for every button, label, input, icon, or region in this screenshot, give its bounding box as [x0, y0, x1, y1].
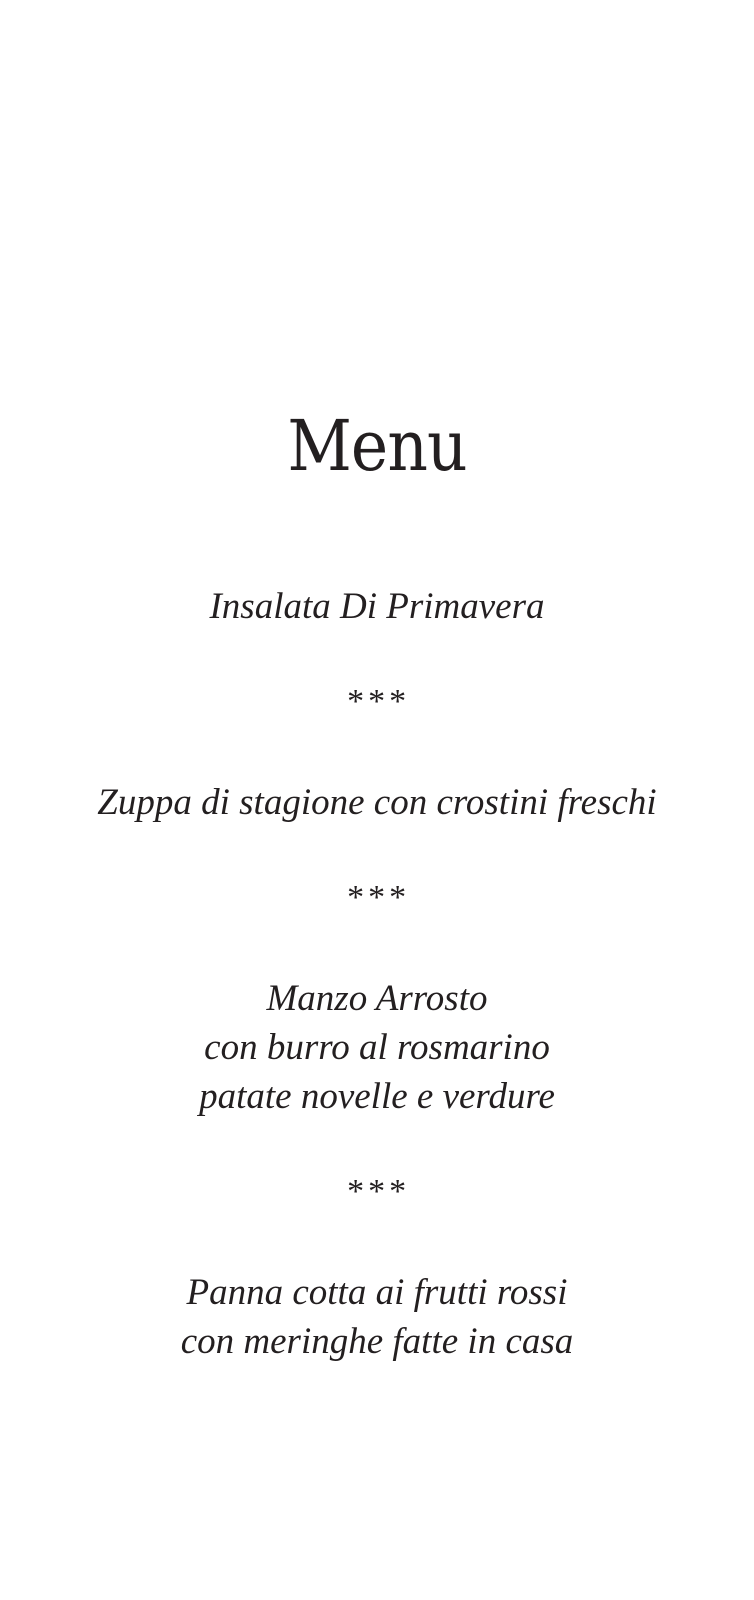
- course-3-line-1: Manzo Arrosto: [266, 978, 488, 1019]
- course-3-line-3: patate novelle e verdure: [199, 1076, 555, 1117]
- course-1-line-1: Insalata Di Primavera: [209, 586, 545, 627]
- course-separator-3: ***: [345, 1173, 409, 1210]
- course-4-line-2: con meringhe fatte in casa: [180, 1321, 574, 1362]
- course-2-line-1: Zuppa di stagione con crostini freschi: [97, 782, 657, 823]
- course-separator-1: ***: [345, 683, 409, 720]
- menu-title: Menu: [287, 405, 467, 487]
- course-3-line-2: con burro al rosmarino: [204, 1027, 550, 1068]
- course-4-line-1: Panna cotta ai frutti rossi: [186, 1272, 568, 1313]
- course-separator-2: ***: [345, 879, 409, 916]
